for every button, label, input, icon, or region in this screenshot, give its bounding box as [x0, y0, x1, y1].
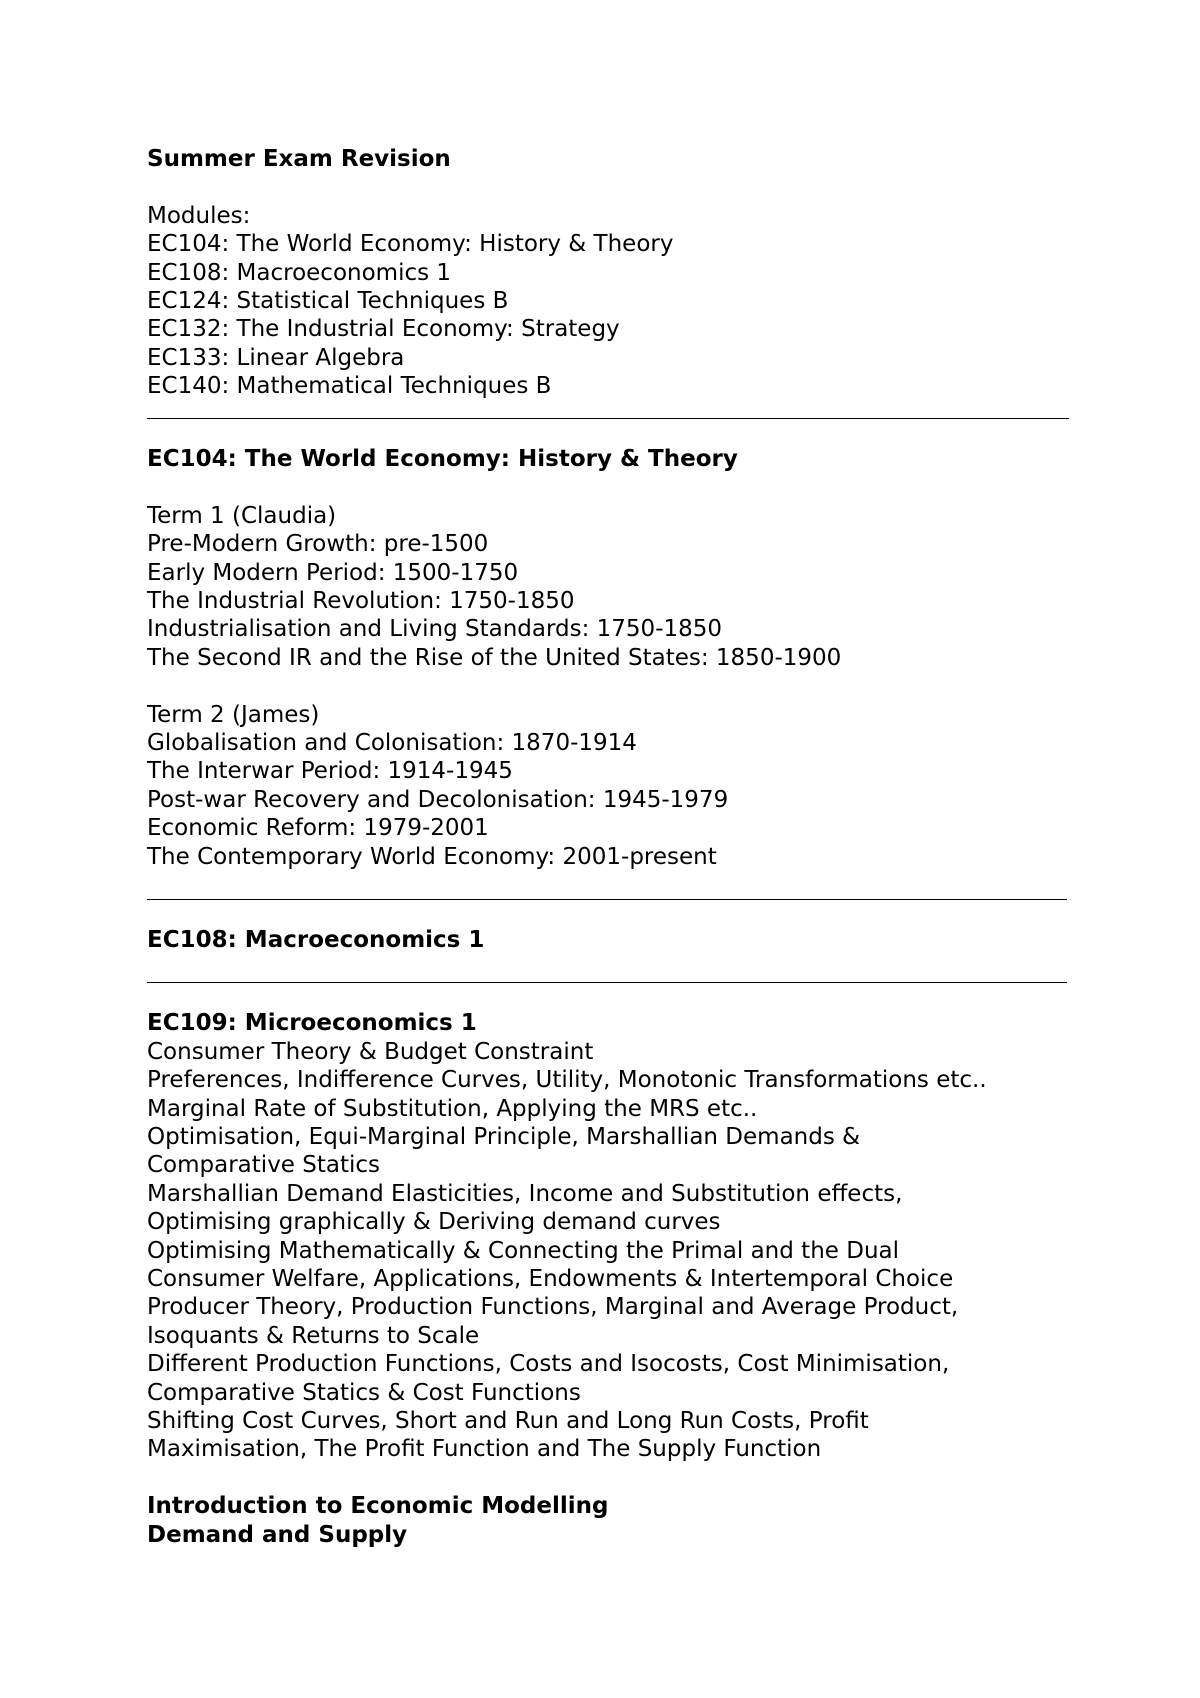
topic-item: The Industrial Revolution: 1750-1850 [147, 588, 575, 615]
blank-line [147, 1464, 1067, 1492]
topic-item: The Contemporary World Economy: 2001-present [147, 843, 717, 870]
topic-item: Preferences, Indifference Curves, Utility, Monotonic Transformations etc.. [147, 1067, 987, 1094]
section-heading-ec109: EC109: Microeconomics 1 [147, 1010, 477, 1037]
document-title: Summer Exam Revision [147, 146, 451, 172]
section-heading-ec108: EC108: Macroeconomics 1 [147, 927, 485, 954]
topic-item: Optimisation, Equi-Marginal Principle, Marshallian Demands & [147, 1123, 861, 1150]
sub-heading: Introduction to Economic Modelling [147, 1493, 609, 1520]
blank-line [147, 173, 1067, 201]
blank-line [147, 473, 1067, 501]
topic-item: Producer Theory, Production Functions, Marginal and Average Product, [147, 1294, 959, 1321]
topic-item: Consumer Welfare, Applications, Endowments & Intertemporal Choice [147, 1265, 954, 1292]
module-item: EC133: Linear Algebra [147, 344, 405, 371]
module-item: EC132: The Industrial Economy: Strategy [147, 316, 620, 343]
topic-item: Optimising Mathematically & Connecting the Primal and the Dual [147, 1237, 900, 1264]
topic-item: Industrialisation and Living Standards: 1750-1850 [147, 616, 723, 643]
topic-item: Pre-Modern Growth: pre-1500 [147, 531, 489, 558]
module-item: EC124: Statistical Techniques B [147, 288, 509, 315]
section-heading-ec104: EC104: The World Economy: History & Theory [147, 446, 738, 473]
topic-item: Globalisation and Colonisation: 1870-1914 [147, 730, 637, 757]
term-label: Term 1 (Claudia) [147, 502, 337, 529]
topic-item: The Interwar Period: 1914-1945 [147, 758, 513, 785]
horizontal-rule [147, 418, 1069, 419]
module-item: EC108: Macroeconomics 1 [147, 259, 452, 286]
module-item: EC140: Mathematical Techniques B [147, 373, 552, 400]
topic-item: Different Production Functions, Costs and Isocosts, Cost Minimisation, [147, 1351, 950, 1378]
topic-item: Marginal Rate of Substitution, Applying the MRS etc.. [147, 1095, 758, 1122]
topic-item: Isoquants & Returns to Scale [147, 1322, 480, 1349]
sub-heading: Demand and Supply [147, 1521, 408, 1548]
topic-item: Marshallian Demand Elasticities, Income and Substitution effects, [147, 1180, 903, 1207]
module-item: EC104: The World Economy: History & Theory [147, 231, 674, 258]
topic-item: Maximisation, The Profit Function and The Supply Function [147, 1436, 822, 1463]
modules-heading: Modules: [147, 202, 251, 229]
term-label: Term 2 (James) [147, 701, 320, 728]
topic-item: The Second IR and the Rise of the United States: 1850-1900 [147, 644, 842, 671]
topic-item: Comparative Statics & Cost Functions [147, 1379, 581, 1406]
topic-item: Post-war Recovery and Decolonisation: 1945-1979 [147, 786, 729, 813]
topic-item: Optimising graphically & Deriving demand curves [147, 1209, 721, 1236]
blank-line [147, 672, 1067, 700]
topic-item: Early Modern Period: 1500-1750 [147, 559, 519, 586]
horizontal-rule [147, 982, 1067, 983]
topic-item: Consumer Theory & Budget Constraint [147, 1038, 594, 1065]
topic-item: Economic Reform: 1979-2001 [147, 815, 489, 842]
document-body [147, 145, 1067, 1549]
topic-item: Comparative Statics [147, 1152, 381, 1179]
horizontal-rule [147, 899, 1067, 900]
topic-item: Shifting Cost Curves, Short and Run and Long Run Costs, Profit [147, 1407, 869, 1434]
